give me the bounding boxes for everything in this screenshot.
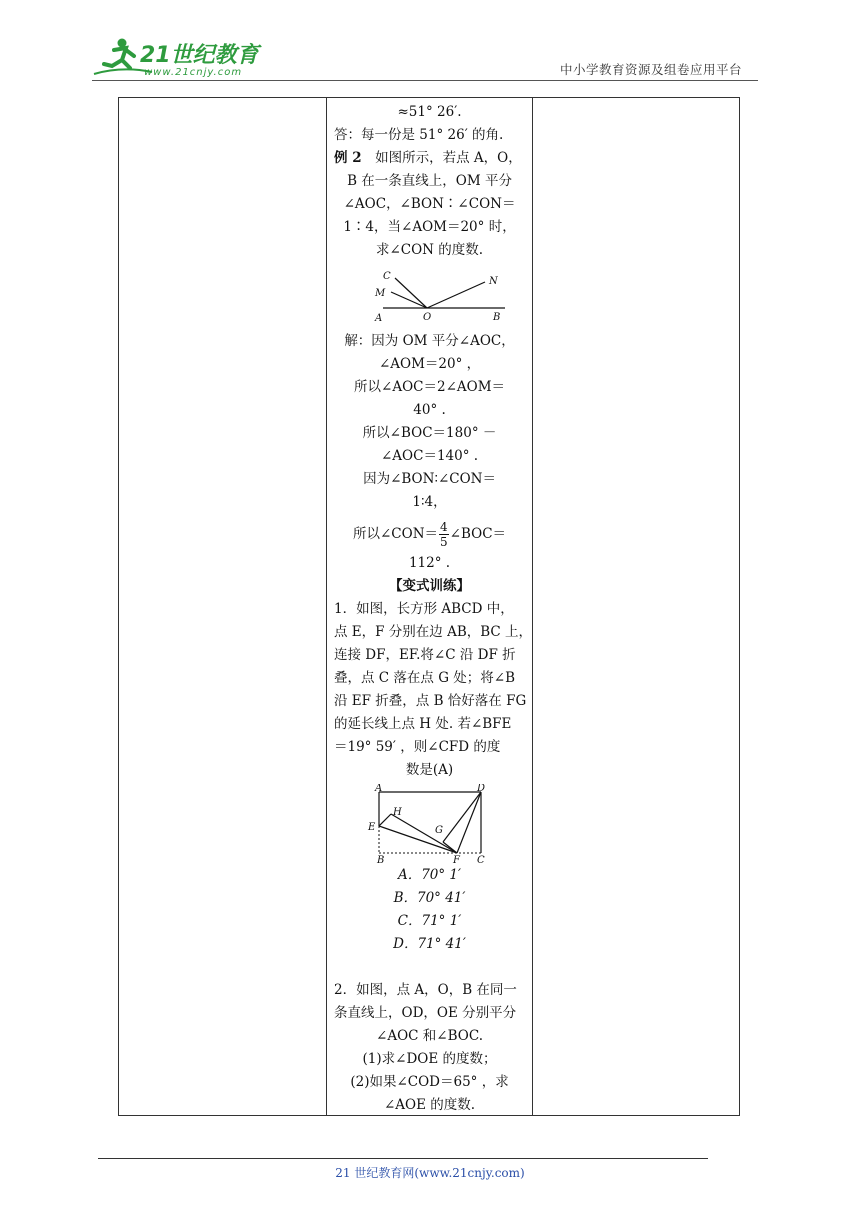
platform-name: 中小学教育资源及组卷应用平台 (560, 62, 743, 77)
example-2-label: 例 2 (334, 150, 362, 166)
text-line: 40° . (413, 402, 446, 418)
text-line: ≈51° 26′. (397, 104, 462, 120)
text-line: (2)如果∠COD＝65° ，求 (350, 1074, 509, 1090)
lesson-table (118, 97, 740, 1116)
label-E: E (367, 822, 375, 833)
label-O: O (422, 312, 431, 323)
text-line: ∠AOE 的度数. (383, 1097, 476, 1113)
label-C: C (476, 855, 485, 864)
text-line: 叠，点 C 落在点 G 处；将∠B (334, 670, 516, 686)
text-line: 沿 EF 折叠，点 B 恰好落在 FG (334, 693, 527, 709)
fraction-numerator: 4 (440, 520, 448, 534)
fraction-denominator: 5 (440, 535, 448, 549)
label-B: B (492, 312, 500, 323)
text-line: ∠AOC＝140° . (381, 448, 479, 464)
logo-sub-text: www.21cnjy.com (144, 67, 243, 78)
text-line: 如图所示，若点 A，O， (361, 150, 522, 166)
angle-figure-1 (355, 266, 505, 326)
text-line: 因为∠BON∶∠CON＝ (363, 471, 496, 487)
text-line: 答：每一份是 51° 26′ 的角. (334, 127, 504, 143)
footer-link[interactable]: 21 世纪教育网(www.21cnjy.com) (335, 1166, 525, 1180)
label-H: H (392, 807, 402, 818)
text-line: 所以∠AOC＝2∠AOM＝ (354, 379, 506, 395)
text-line: 连接 DF，EF.将∠C 沿 DF 折 (334, 647, 516, 663)
text-line: 1∶4， (412, 494, 447, 510)
section-title: 【变式训练】 (389, 578, 471, 594)
right-column (533, 98, 740, 1116)
label-G: G (434, 825, 443, 836)
label-F: F (452, 855, 460, 864)
text-line: 所以∠BOC＝180° － (362, 425, 497, 441)
content-column (327, 98, 533, 1116)
text-line: 所以∠CON＝ (353, 526, 439, 542)
label-B: B (376, 855, 384, 864)
text-line: ∠AOC 和∠BOC. (376, 1028, 483, 1044)
header-divider (92, 80, 758, 81)
text-line: 1．如图，长方形 ABCD 中， (334, 601, 514, 617)
text-line: 解：因为 OM 平分∠AOC， (344, 333, 515, 349)
text-line: 条直线上，OD，OE 分别平分 (334, 1005, 517, 1021)
text-line: B 在一条直线上，OM 平分 (347, 173, 512, 189)
footer-divider (98, 1158, 708, 1159)
label-A: A (374, 313, 382, 324)
label-N: N (488, 276, 498, 287)
text-line: ∠BOC＝ (449, 526, 507, 542)
label-C: C (382, 271, 391, 282)
option-a: A．70° 1′ (397, 867, 462, 883)
option-d: D．71° 41′ (393, 936, 466, 952)
text-line: ∠AOC，∠BON∶∠CON＝ (343, 196, 516, 212)
fraction (439, 520, 449, 549)
rectangle-fold-figure (365, 784, 495, 864)
text-line: ＝19° 59′ ，则∠CFD 的度 (334, 739, 501, 755)
label-A: A (374, 784, 382, 794)
site-logo (92, 36, 262, 80)
text-line: 的延长线上点 H 处. 若∠BFE (334, 716, 512, 732)
text-line: 数是(A) (405, 762, 454, 778)
label-M: M (374, 288, 385, 299)
text-line: 112° . (408, 555, 451, 571)
text-line: 1∶4，当∠AOM＝20° 时， (343, 219, 516, 235)
example-2-line (327, 147, 532, 170)
label-D: D (476, 784, 485, 794)
left-column (119, 98, 327, 1116)
text-line: 点 E，F 分别在边 AB，BC 上， (334, 624, 533, 640)
fraction-line (327, 516, 532, 552)
text-line: 求∠CON 的度数. (375, 242, 484, 258)
logo-main-text: 21世纪教育 (140, 43, 259, 68)
option-b: B．70° 41′ (393, 890, 466, 906)
text-line: ∠AOM＝20° ， (378, 356, 481, 372)
text-line: 2．如图，点 A，O，B 在同一 (334, 982, 517, 998)
text-line: (1)求∠DOE 的度数； (362, 1051, 497, 1067)
option-c: C．71° 1′ (397, 913, 462, 929)
